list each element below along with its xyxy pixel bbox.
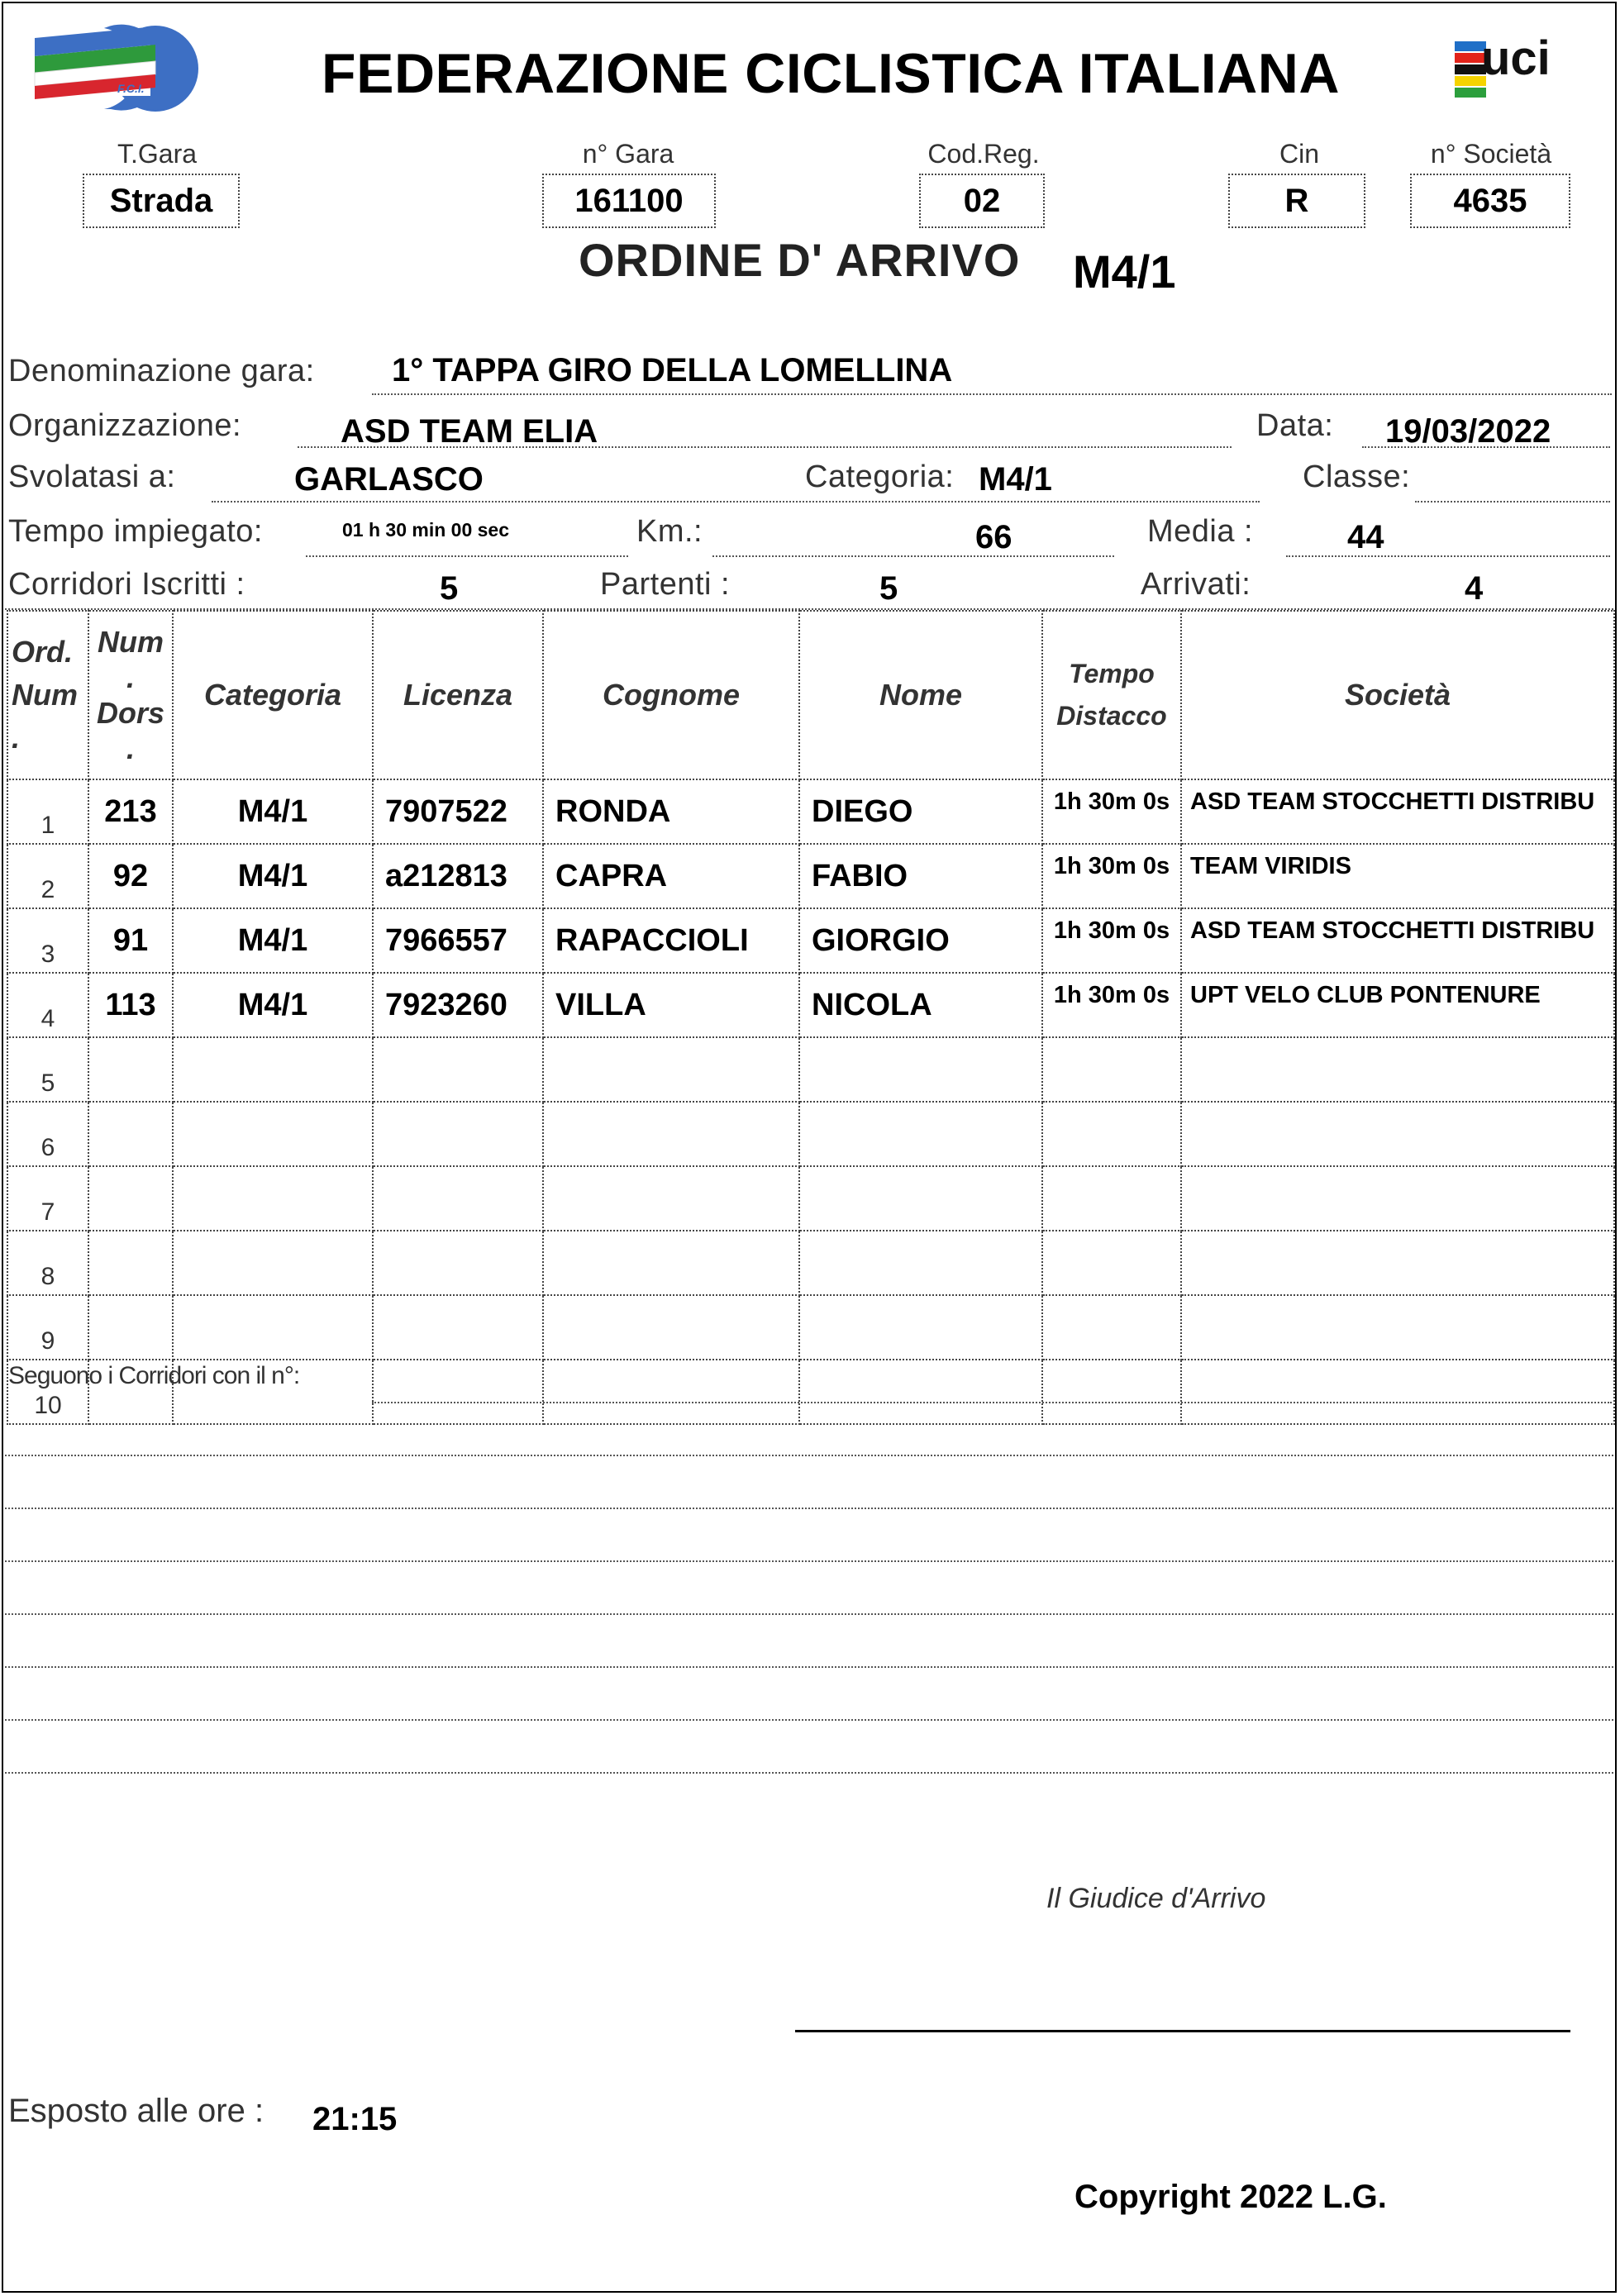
cell-licenza [373,1102,543,1166]
cell-num-dors: 113 [88,973,173,1037]
cell-cognome [543,1102,799,1166]
header-num-dors: Num . Dors . [88,611,173,779]
cell-categoria: M4/1 [173,973,373,1037]
table-row [7,973,1614,1037]
cell-licenza: 7923260 [373,973,543,1037]
cell-societa: ASD TEAM STOCCHETTI DISTRIBU [1181,908,1614,973]
judge-label: Il Giudice d'Arrivo [1046,1883,1266,1914]
table-row [7,1295,1614,1360]
cell-nome: NICOLA [799,973,1042,1037]
cell-ord-num: 4 [7,973,88,1037]
cin-value: R [1228,174,1365,228]
cell-num-dors [88,1037,173,1102]
cell-num-dors [88,1231,173,1295]
uci-logo-text: uci [1481,31,1551,85]
partenti-label: Partenti : [600,567,731,602]
organizzazione-label: Organizzazione: [8,408,242,443]
cell-licenza: 7966557 [373,908,543,973]
dotted-line [5,1560,1613,1562]
cin-label: Cin [1279,139,1319,169]
cell-cognome [543,1166,799,1231]
dotted-line [5,1772,1613,1774]
cell-cognome [543,1231,799,1295]
cell-categoria [173,1102,373,1166]
table-row [7,1166,1614,1231]
cell-tempo [1042,1231,1181,1295]
header-nome: Nome [799,611,1042,779]
t-gara-value: Strada [83,174,240,228]
cell-categoria [173,1166,373,1231]
dotted-line [306,555,628,557]
document-subtitle: ORDINE D' ARRIVO [579,234,1021,286]
cell-ord-num: 8 [7,1231,88,1295]
table-row [7,908,1614,973]
table-row [7,844,1614,908]
cell-tempo [1042,1166,1181,1231]
cell-categoria: M4/1 [173,844,373,908]
cell-nome [799,1037,1042,1102]
cell-licenza: 7907522 [373,779,543,844]
table-row [7,1231,1614,1295]
cell-societa [1181,1166,1614,1231]
cell-nome [799,1102,1042,1166]
n-societa-label: n° Società [1430,139,1552,169]
denominazione-label: Denominazione gara: [8,354,315,388]
arrivati-label: Arrivati: [1141,567,1251,602]
cell-tempo [1042,1360,1181,1424]
dotted-line [5,1719,1613,1721]
cell-nome: FABIO [799,844,1042,908]
cell-cognome [543,1037,799,1102]
cell-nome [799,1166,1042,1231]
n-gara-value: 161100 [542,174,716,228]
cell-licenza [373,1231,543,1295]
iscritti-label: Corridori Iscritti : [8,567,245,602]
n-gara-label: n° Gara [582,139,674,169]
classe-label: Classe: [1303,460,1411,494]
svolatasi-value: GARLASCO [294,461,484,498]
categoria-value: M4/1 [979,461,1052,498]
cell-ord-num: 10 [7,1360,88,1424]
dotted-line [712,555,1114,557]
tempo-impiegato-value: 01 h 30 min 00 sec [342,519,510,541]
page-title: FEDERAZIONE CICLISTICA ITALIANA [322,42,1340,105]
dotted-line [1415,501,1610,503]
n-societa-value: 4635 [1410,174,1570,228]
dotted-line [5,1613,1613,1615]
uci-logo [1448,23,1587,114]
organizzazione-value: ASD TEAM ELIA [341,413,598,450]
header-cognome: Cognome [543,611,799,779]
cell-categoria [173,1231,373,1295]
dotted-line [212,501,1260,503]
media-value: 44 [1347,519,1384,555]
arrival-order-table [7,610,1615,1425]
cell-ord-num: 6 [7,1102,88,1166]
header-categoria: Categoria [173,611,373,779]
dotted-line [372,393,1612,395]
denominazione-value: 1° TAPPA GIRO DELLA LOMELLINA [392,352,953,388]
cell-num-dors: 92 [88,844,173,908]
cell-ord-num: 3 [7,908,88,973]
exposed-at-value: 21:15 [312,2101,398,2137]
cell-ord-num: 2 [7,844,88,908]
table-body [7,779,1614,1424]
fci-logo-text: F.C.I. [117,82,145,95]
fci-logo [31,23,202,114]
dotted-line [372,1402,1612,1403]
cell-ord-num: 5 [7,1037,88,1102]
cell-ord-num: 1 [7,779,88,844]
cell-tempo [1042,1295,1181,1360]
document-category: M4/1 [1073,245,1176,298]
cell-societa: TEAM VIRIDIS [1181,844,1614,908]
cell-cognome [543,1295,799,1360]
cell-nome [799,1360,1042,1424]
table-row [7,1037,1614,1102]
cell-tempo: 1h 30m 0s [1042,779,1181,844]
km-value: 66 [975,519,1012,555]
cell-cognome: RAPACCIOLI [543,908,799,973]
cell-cognome: RONDA [543,779,799,844]
exposed-at-label: Esposto alle ore : [8,2093,264,2129]
cell-societa: UPT VELO CLUB PONTENURE [1181,973,1614,1037]
cell-tempo: 1h 30m 0s [1042,908,1181,973]
cell-tempo [1042,1102,1181,1166]
t-gara-label: T.Gara [117,139,198,169]
cell-ord-num: 7 [7,1166,88,1231]
cell-num-dors: 91 [88,908,173,973]
cell-licenza: a212813 [373,844,543,908]
cell-societa: ASD TEAM STOCCHETTI DISTRIBU [1181,779,1614,844]
table-row [7,779,1614,844]
tempo-impiegato-label: Tempo impiegato: [8,514,263,549]
cell-tempo [1042,1037,1181,1102]
cell-categoria: M4/1 [173,779,373,844]
arrivati-value: 4 [1465,570,1484,607]
cell-licenza [373,1360,543,1424]
media-label: Media : [1147,514,1254,549]
cell-ord-num: 9 [7,1295,88,1360]
cell-licenza [373,1295,543,1360]
cell-num-dors [88,1166,173,1231]
partenti-value: 5 [879,570,898,607]
cell-licenza [373,1037,543,1102]
cell-nome [799,1231,1042,1295]
iscritti-value: 5 [440,570,459,607]
cod-reg-label: Cod.Reg. [927,139,1040,169]
cell-nome [799,1295,1042,1360]
dotted-line [1286,555,1610,557]
svolatasi-label: Svolatasi a: [8,460,176,494]
header-societa: Società [1181,611,1614,779]
cell-societa [1181,1360,1614,1424]
header-licenza: Licenza [373,611,543,779]
header-ord-num: Ord. Num . [7,611,88,779]
cell-societa [1181,1037,1614,1102]
cell-nome: DIEGO [799,779,1042,844]
signature-line [795,2030,1570,2032]
cell-categoria: M4/1 [173,908,373,973]
km-label: Km.: [636,514,703,549]
cell-cognome [543,1360,799,1424]
cell-societa [1181,1231,1614,1295]
header-tempo-distacco: Tempo Distacco [1042,611,1181,779]
cell-categoria [173,1295,373,1360]
cell-num-dors [88,1102,173,1166]
cod-reg-value: 02 [919,174,1045,228]
categoria-label: Categoria: [805,460,955,494]
dotted-line [5,1508,1613,1509]
cell-licenza [373,1166,543,1231]
cell-tempo: 1h 30m 0s [1042,844,1181,908]
data-label: Data: [1256,408,1334,443]
cell-tempo: 1h 30m 0s [1042,973,1181,1037]
dotted-line [5,1455,1613,1456]
cell-cognome: VILLA [543,973,799,1037]
cell-societa [1181,1295,1614,1360]
cell-nome: GIORGIO [799,908,1042,973]
dotted-line [1362,446,1610,448]
table-header-row [7,611,1614,779]
copyright: Copyright 2022 L.G. [1074,2179,1387,2215]
dotted-line [298,446,1232,448]
cell-num-dors: 213 [88,779,173,844]
table-row [7,1102,1614,1166]
cell-num-dors [88,1295,173,1360]
cell-cognome: CAPRA [543,844,799,908]
cell-societa [1181,1102,1614,1166]
follow-riders-label: Seguono i Corridori con il n°: [8,1362,300,1389]
cell-categoria [173,1037,373,1102]
data-value: 19/03/2022 [1385,413,1551,450]
dotted-line [5,1666,1613,1668]
